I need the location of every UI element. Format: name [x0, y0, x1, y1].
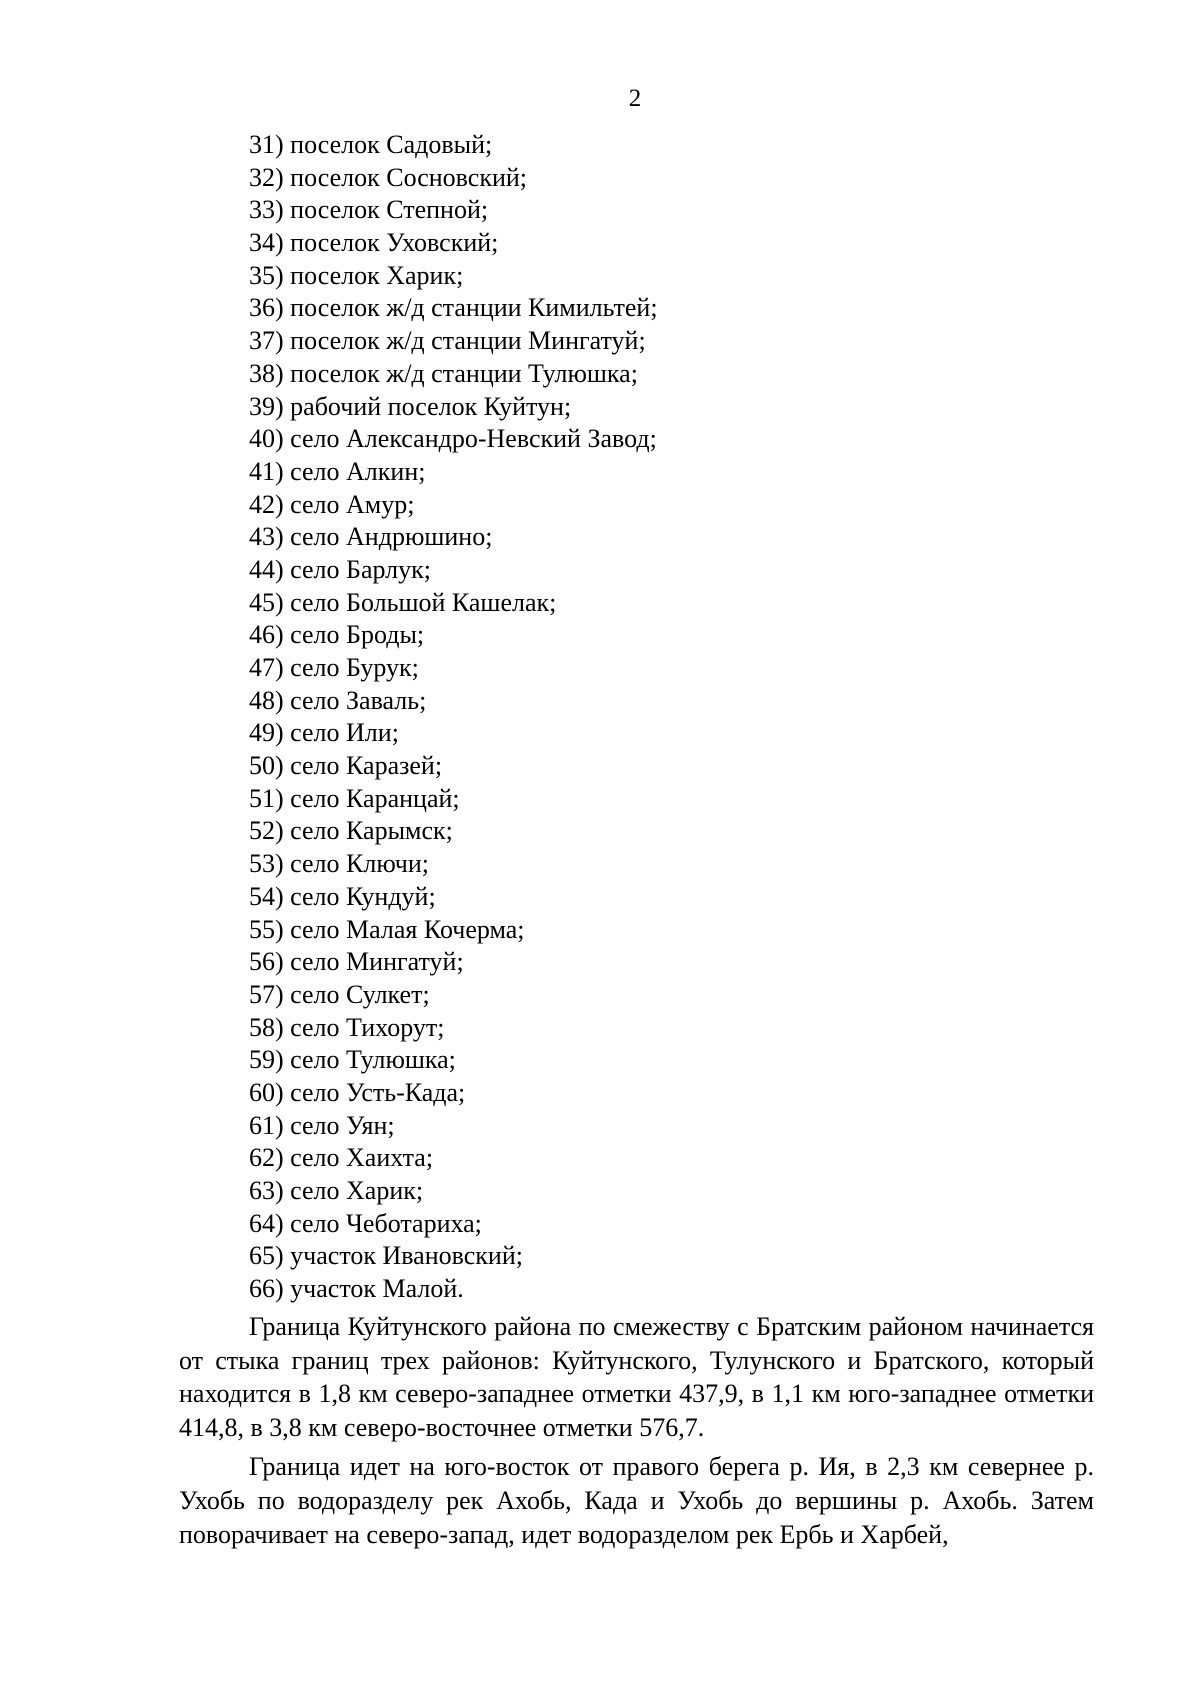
list-item: 42) село Амур;: [249, 489, 415, 519]
list-item: 64) село Чеботариха;: [249, 1208, 482, 1238]
list-item: 47) село Бурук;: [249, 653, 419, 682]
list-item: 43) село Андрюшино;: [249, 522, 493, 552]
list-item: 58) село Тихорут;: [249, 1012, 445, 1042]
list-item: 56) село Мингатуй;: [249, 947, 464, 977]
list-item: 51) село Каранцай;: [249, 783, 460, 813]
list-item: 34) поселок Уховский;: [249, 228, 499, 258]
list-item: 44) село Барлук;: [249, 554, 431, 584]
list-item: 35) поселок Харик;: [249, 260, 464, 290]
settlement-list: [249, 129, 658, 1306]
list-item: 33) поселок Степной;: [249, 195, 489, 225]
paragraph: Граница идет на юго-восток от правого берега р. Ия, в 2,3 км севернее р. Ухобь по водоразделу рек Ахобь, Када и Ухобь до вершины р. Ахобь. Затем поворачивает на северо-запад, идет водоразделом рек Ербь и Харбей,: [179, 1452, 1094, 1549]
paragraph: Граница Куйтунского района по смежеству с Братским районом начинается от стыка границ трех районов: Куйтунского, Тулунского и Братского, который находится в 1,8 км северо-западнее отметки 437,9, в 1,1 км юго-западнее отметки 414,8, в 3,8 км северо-восточнее отметки 576,7.: [179, 1312, 1094, 1442]
list-item: 55) село Малая Кочерма;: [249, 914, 525, 944]
list-item: 61) село Уян;: [249, 1110, 395, 1140]
list-item: 32) поселок Сосновский;: [249, 162, 528, 192]
list-item: 66) участок Малой.: [249, 1274, 464, 1304]
list-item: 62) село Хаихта;: [249, 1143, 434, 1173]
list-item: 40) село Александро-Невский Завод;: [249, 424, 657, 454]
list-item: 57) село Сулкет;: [249, 979, 430, 1009]
list-item: 59) село Тулюшка;: [249, 1045, 456, 1075]
list-item: 63) село Харик;: [249, 1176, 424, 1205]
list-item: 50) село Каразей;: [249, 751, 443, 781]
list-item: 52) село Карымск;: [249, 816, 453, 846]
list-item: 39) рабочий поселок Куйтун;: [249, 391, 572, 421]
list-item: 49) село Или;: [249, 718, 399, 748]
list-item: 37) поселок ж/д станции Мингатуй;: [249, 326, 646, 356]
list-item: 38) поселок ж/д станции Тулюшка;: [249, 358, 638, 388]
list-item: 45) село Большой Кашелак;: [249, 587, 557, 617]
list-item: 65) участок Ивановский;: [249, 1241, 523, 1271]
list-item: 36) поселок ж/д станции Кимильтей;: [249, 293, 658, 323]
list-item: 41) село Алкин;: [249, 456, 426, 486]
list-item: 53) село Ключи;: [249, 849, 429, 879]
list-item: 48) село Заваль;: [249, 685, 427, 715]
body-text: [179, 1310, 1094, 1551]
list-item: 60) село Усть-Када;: [249, 1077, 466, 1107]
list-item: 46) село Броды;: [249, 620, 425, 650]
list-item: 54) село Кундуй;: [249, 881, 436, 911]
list-item: 31) поселок Садовый;: [249, 130, 493, 159]
page-number: 2: [628, 85, 642, 112]
